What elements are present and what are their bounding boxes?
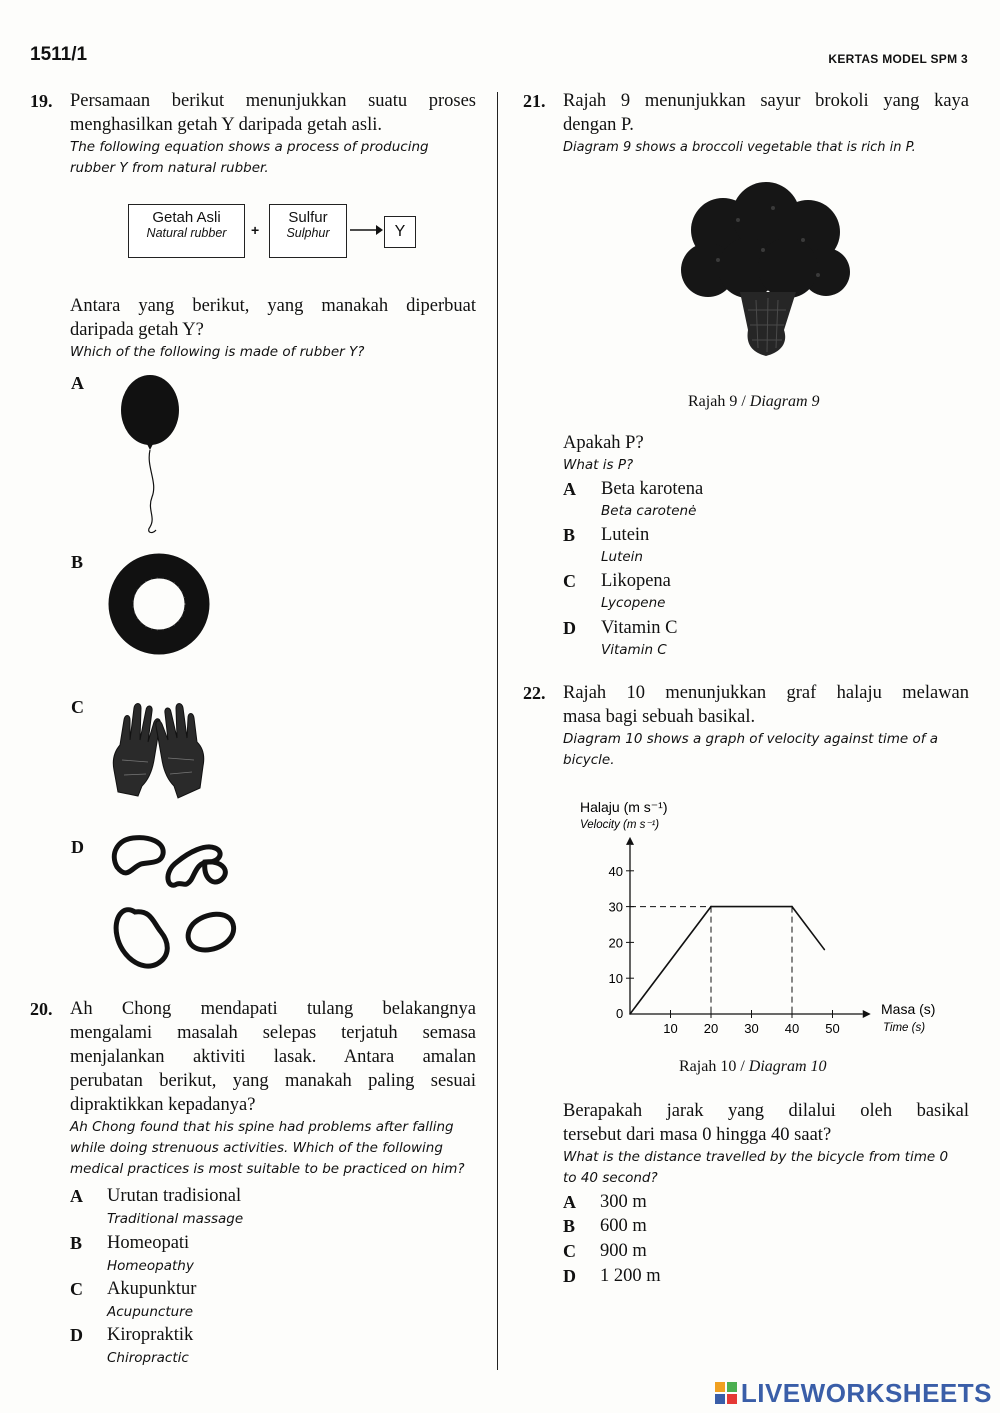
option-letter: A [563,479,576,499]
option-english: Traditional massage [107,1211,244,1227]
velocity-series-line [630,907,824,1014]
option-letter: D [70,1325,83,1345]
option-letter: C [563,1241,576,1261]
x-axis-arrow [863,1010,871,1018]
q19-english-line-1: The following equation shows a process of producing [70,139,429,155]
x-tick-label: 10 [663,1021,678,1036]
q22-ask-english-line-2: to 40 second? [563,1170,658,1186]
y-axis-label-malay: Halaju (m s⁻¹) [580,799,668,815]
option-english: Chiropractic [107,1350,189,1366]
q21-ask-malay: Apakah P? [563,433,644,453]
question-21-ask [563,431,644,476]
q19-english-line-2: rubber Y from natural rubber. [70,160,269,176]
option-letter: D [563,618,576,638]
q20-english-line: Ah Chong found that his spine had problems after falling [70,1119,454,1135]
q22-english-line-1: Diagram 10 shows a graph of velocity against time of a [563,731,939,747]
box-label-english: Natural rubber [146,226,227,240]
question-21-text [563,89,969,158]
rubber-bands-icon[interactable] [105,832,240,977]
caption-malay: Rajah 9 / [688,393,750,410]
diagram-10-caption [679,1058,827,1076]
y-tick-label: 30 [608,899,623,915]
option-value: 900 m [600,1241,647,1261]
q22-ask-english-line-1: What is the distance travelled by the bicycle from time 0 [563,1149,949,1165]
option-malay: Kiropraktik [107,1325,194,1345]
rubber-y-box: Y [384,216,416,248]
box-label-malay: Sulfur [288,209,328,226]
option-english: Lutein [601,549,643,565]
column-divider [497,92,498,1370]
option-b-letter[interactable]: B [71,552,84,572]
q20-english-line: while doing strenuous activities. Which of the following [70,1140,443,1156]
paper-title: KERTAS MODEL SPM 3 [828,52,968,66]
q21-malay-line-1: Rajah 9 menunjukkan sayur brokoli yang kaya [563,91,969,111]
velocity-time-chart [570,790,960,1050]
option-c-letter[interactable]: C [71,697,84,717]
velocity-data-point [629,1013,631,1015]
option-english: Acupuncture [107,1304,194,1320]
option-letter: B [70,1233,83,1253]
y-tick-label: 20 [608,935,623,951]
option-english: Vitamin C [601,642,667,658]
question-number: 22. [523,683,546,703]
question-22-ask [563,1099,969,1189]
option-value: 300 m [600,1192,647,1212]
q20-malay-line: perubatan berikut, yang manakah paling sesuai [70,1071,476,1091]
y-axis-label-english: Velocity (m s⁻¹) [580,819,660,831]
q19-malay-line-1: Persamaan berikut menunjukkan suatu proses [70,91,476,111]
q22-english-line-2: bicycle. [563,752,615,768]
question-number: 20. [30,999,53,1019]
option-malay: Lutein [601,525,650,545]
option-english: Lycopene [601,595,666,611]
option-letter: C [70,1279,83,1299]
balloon-icon[interactable] [112,372,192,537]
option-malay: Homeopati [107,1233,190,1253]
question-20-text [70,997,476,1180]
option-value: 1 200 m [600,1266,661,1286]
plus-sign: + [251,222,260,238]
x-tick-label: 30 [744,1021,759,1036]
x-tick-label: 40 [784,1021,800,1036]
option-malay: Urutan tradisional [107,1186,242,1206]
option-a-letter[interactable]: A [71,373,84,393]
option-malay: Akupunktur [107,1279,197,1299]
y-tick-label: 10 [608,971,623,987]
y-tick-label: 40 [608,863,623,879]
paper-code: 1511/1 [30,44,88,65]
q20-malay-line: Ah Chong mendapati tulang belakangnya [70,999,476,1019]
brand-name: LIVEWORKSHEETS [740,1378,992,1408]
caption-malay: Rajah 10 / [679,1058,749,1075]
rubber-ring-icon[interactable] [107,552,213,658]
origin-label: 0 [616,1006,624,1021]
caption-english: Diagram 10 [748,1058,827,1075]
option-letter: B [563,525,576,545]
option-english: Homeopathy [107,1258,194,1274]
q19-ask-english: Which of the following is made of rubber Y? [70,344,365,360]
option-english: Beta carotenė [601,503,697,519]
option-malay: Vitamin C [601,618,678,638]
broccoli-icon [678,180,853,365]
q20-english-line: medical practices is most suitable to be practiced on him? [70,1161,465,1177]
x-axis-label-english: Time (s) [883,1022,926,1034]
box-label-malay: Getah Asli [152,209,221,226]
question-number: 21. [523,91,546,111]
q22-malay-line-2: masa bagi sebuah basikal. [563,707,756,727]
liveworksheets-logo[interactable] [715,1378,992,1409]
option-malay: Likopena [601,571,671,591]
option-d-letter[interactable]: D [71,837,84,857]
option-letter: A [563,1192,576,1212]
y-axis-arrow [626,837,634,845]
q21-english: Diagram 9 shows a broccoli vegetable that is rich in P. [563,140,916,155]
x-tick-label: 50 [825,1021,840,1036]
option-value: 600 m [600,1216,647,1236]
q19-ask-malay-line-1: Antara yang berikut, yang manakah diperbuat [70,296,476,316]
question-22-text [563,681,969,771]
option-letter: D [563,1266,576,1286]
q22-malay-line-1: Rajah 10 menunjukkan graf halaju melawan [563,683,969,703]
box-label-english: Sulphur [286,226,330,240]
q20-malay-line: menjalankan aktiviti lasak. Antara amalan [70,1047,476,1067]
liveworksheets-grid-icon [715,1382,737,1404]
caption-english: Diagram 9 [749,393,820,410]
velocity-data-point [791,906,793,908]
question-19-ask [70,294,476,363]
q22-ask-malay-line-1: Berapakah jarak yang dilalui oleh basikal [563,1101,969,1121]
x-axis-label-malay: Masa (s) [881,1001,936,1017]
option-letter: A [70,1186,83,1206]
diagram-9-caption [688,393,820,411]
q22-ask-malay-line-2: tersebut dari masa 0 hingga 40 saat? [563,1125,832,1145]
q20-malay-line: mengalami masalah selepas terjatuh semasa [70,1023,476,1043]
option-letter: B [563,1216,576,1236]
q19-malay-line-2: menghasilkan getah Y daripada getah asli. [70,115,382,135]
x-tick-label: 20 [703,1021,719,1036]
question-number: 19. [30,91,53,111]
rubber-gloves-icon[interactable] [108,700,208,805]
q21-malay-line-2: dengan P. [563,115,634,135]
velocity-data-point [824,949,826,951]
q20-malay-line: dipraktikkan kepadanya? [70,1095,256,1115]
option-letter: C [563,571,576,591]
q19-ask-malay-line-2: daripada getah Y? [70,320,204,340]
option-malay: Beta karotena [601,479,704,499]
natural-rubber-box [128,204,245,258]
q21-ask-english: What is P? [563,457,634,473]
question-19-text [70,89,476,179]
arrow-icon [348,222,384,238]
sulphur-box [269,204,347,258]
velocity-data-point [710,906,712,908]
